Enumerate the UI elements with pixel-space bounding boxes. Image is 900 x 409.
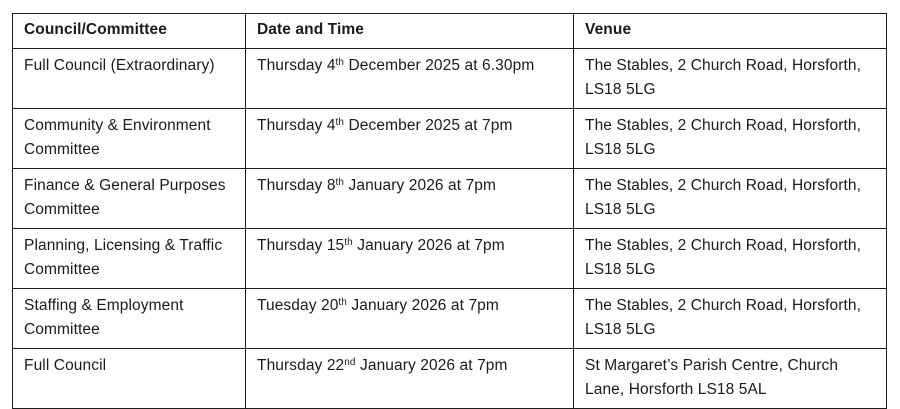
venue-cell: The Stables, 2 Church Road, Horsforth, LS18 5LG	[574, 109, 887, 169]
date-text: Tuesday 20	[257, 297, 339, 314]
committee-cell: Community & Environment Committee	[13, 109, 246, 169]
venue-cell: The Stables, 2 Church Road, Horsforth, LS18 5LG	[574, 289, 887, 349]
column-header-venue: Venue	[574, 14, 887, 49]
date-text: Thursday 15	[257, 237, 345, 254]
date-time-cell	[246, 49, 574, 109]
table-row	[13, 49, 887, 109]
committee-cell: Staffing & Employment Committee	[13, 289, 246, 349]
committee-cell: Full Council	[13, 349, 246, 409]
column-header-council-committee: Council/Committee	[13, 14, 246, 49]
ordinal-suffix: nd	[344, 357, 356, 368]
ordinal-suffix: th	[338, 297, 347, 308]
table-row	[13, 289, 887, 349]
venue-cell: The Stables, 2 Church Road, Horsforth, LS18 5LG	[574, 229, 887, 289]
ordinal-suffix: th	[335, 117, 345, 128]
ordinal-suffix: th	[335, 177, 345, 188]
column-header-date-time: Date and Time	[246, 14, 574, 49]
date-text: Thursday 8	[257, 177, 336, 194]
meetings-schedule-table	[12, 13, 887, 409]
date-text: Thursday 4	[257, 57, 336, 74]
date-time-cell	[246, 169, 574, 229]
header-row	[13, 14, 887, 49]
venue-cell: St Margaret’s Parish Centre, Church Lane, Horsforth LS18 5AL	[574, 349, 887, 409]
ordinal-suffix: th	[335, 57, 345, 68]
date-text: Thursday 4	[257, 117, 336, 134]
committee-cell: Finance & General Purposes Committee	[13, 169, 246, 229]
date-time-cell	[246, 109, 574, 169]
date-text: January 2026 at 7pm	[346, 297, 499, 314]
date-time-cell	[246, 349, 574, 409]
date-text: January 2026 at 7pm	[355, 357, 508, 374]
date-text: December 2025 at 7pm	[344, 117, 513, 134]
table-row	[13, 109, 887, 169]
date-text: January 2026 at 7pm	[344, 177, 497, 194]
date-text: December 2025 at 6.30pm	[344, 57, 535, 74]
venue-cell: The Stables, 2 Church Road, Horsforth, LS18 5LG	[574, 169, 887, 229]
table-row	[13, 229, 887, 289]
venue-cell: The Stables, 2 Church Road, Horsforth, LS18 5LG	[574, 49, 887, 109]
table-row	[13, 169, 887, 229]
date-text: Thursday 22	[257, 357, 345, 374]
ordinal-suffix: th	[344, 237, 353, 248]
date-time-cell	[246, 289, 574, 349]
committee-cell: Full Council (Extraordinary)	[13, 49, 246, 109]
date-text: January 2026 at 7pm	[352, 237, 505, 254]
committee-cell: Planning, Licensing & Traffic Committee	[13, 229, 246, 289]
date-time-cell	[246, 229, 574, 289]
table-row	[13, 349, 887, 409]
